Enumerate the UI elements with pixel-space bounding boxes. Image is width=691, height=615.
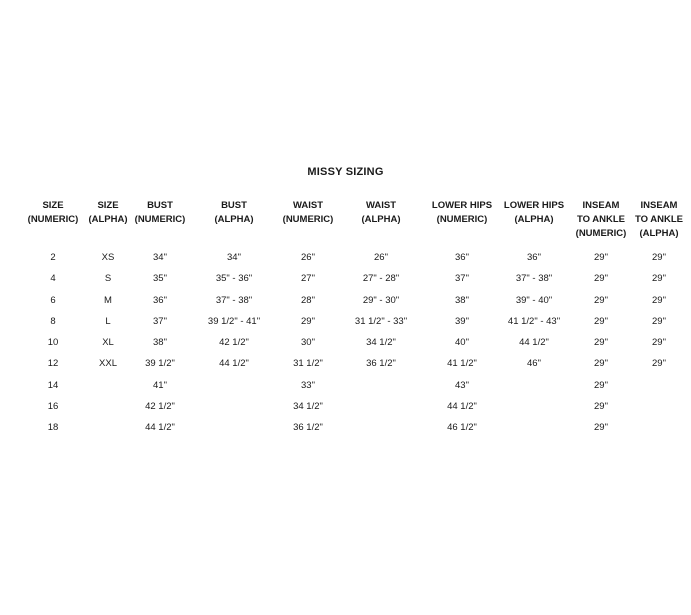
sizing-table xyxy=(22,199,686,439)
table-row xyxy=(22,396,686,417)
table-cell: 29" xyxy=(652,273,666,285)
table-cell: 39 1/2" - 41" xyxy=(207,315,261,327)
col-header-waist-numeric: WAIST (NUMERIC) xyxy=(282,200,334,225)
table-row xyxy=(22,290,686,311)
table-cell: 44 1/2" xyxy=(145,422,175,434)
table-cell: 29" xyxy=(652,252,666,263)
table-cell: 29" xyxy=(594,252,608,263)
table-cell: 16 xyxy=(47,401,59,413)
table-cell: 27" xyxy=(301,273,315,285)
table-cell: 37" - 38" xyxy=(215,294,253,306)
table-row xyxy=(22,247,686,268)
table-cell: 29" xyxy=(594,337,608,349)
table-cell: 29" xyxy=(594,294,608,306)
table-row xyxy=(22,268,686,289)
table-cell: 41 1/2" - 43" xyxy=(507,315,561,327)
table-cell: 29" xyxy=(594,379,608,391)
table-cell: 2 xyxy=(50,252,56,263)
table-cell: 43" xyxy=(455,379,469,391)
table-cell: 44 1/2" xyxy=(219,358,249,370)
table-cell xyxy=(336,396,426,417)
table-cell: XXL xyxy=(99,358,117,370)
table-cell: 42 1/2" xyxy=(145,401,175,413)
col-header-size-numeric: SIZE (NUMERIC) xyxy=(27,200,79,225)
table-cell: 34 1/2" xyxy=(366,337,396,349)
table-cell: 29" xyxy=(594,273,608,285)
table-row xyxy=(22,417,686,438)
table-cell xyxy=(498,417,570,438)
table-cell: 28" xyxy=(301,294,315,306)
table-cell: XL xyxy=(102,337,114,349)
table-cell: 12 xyxy=(47,358,59,370)
table-cell: 36 1/2" xyxy=(293,422,323,434)
table-cell: 37" xyxy=(153,315,167,327)
table-cell: 29" xyxy=(652,315,666,327)
table-cell: 39" xyxy=(455,315,469,327)
table-cell: 29" xyxy=(594,315,608,327)
table-cell xyxy=(632,396,686,417)
table-cell: 31 1/2" - 33" xyxy=(354,315,408,327)
table-cell: 38" xyxy=(455,294,469,306)
table-cell: 42 1/2" xyxy=(219,337,249,349)
table-cell: 46" xyxy=(527,358,541,370)
table-row xyxy=(22,375,686,396)
table-cell xyxy=(188,396,280,417)
table-cell xyxy=(84,396,132,417)
table-cell xyxy=(336,375,426,396)
table-cell: XS xyxy=(101,252,115,263)
table-cell: 34 1/2" xyxy=(293,401,323,413)
col-header-inseam-alpha: INSEAM TO ANKLE (ALPHA) xyxy=(634,200,684,239)
col-header-inseam-numeric: INSEAM TO ANKLE (NUMERIC) xyxy=(575,200,627,239)
table-cell: 29" xyxy=(301,315,315,327)
table-cell: 44 1/2" xyxy=(519,337,549,349)
table-cell xyxy=(498,396,570,417)
table-cell: 34" xyxy=(227,252,241,263)
table-cell: 36" xyxy=(455,252,469,263)
header-row xyxy=(22,199,686,247)
table-cell xyxy=(632,375,686,396)
table-cell: 34" xyxy=(153,252,167,263)
col-header-lower-hips-numeric: LOWER HIPS (NUMERIC) xyxy=(431,200,493,225)
table-cell: 6 xyxy=(50,294,56,306)
table-row xyxy=(22,353,686,374)
table-row xyxy=(22,311,686,332)
table-cell: 33" xyxy=(301,379,315,391)
table-cell: 14 xyxy=(47,379,59,391)
table-cell: 39 1/2" xyxy=(145,358,175,370)
table-cell: 29" xyxy=(594,422,608,434)
table-cell: 29" xyxy=(652,358,666,370)
table-cell: 29" xyxy=(594,401,608,413)
table-cell: S xyxy=(104,273,112,285)
page-title: MISSY SIZING xyxy=(307,166,384,178)
table-cell xyxy=(498,375,570,396)
table-cell: 41" xyxy=(153,379,167,391)
col-header-lower-hips-alpha: LOWER HIPS (ALPHA) xyxy=(503,200,565,225)
table-cell: 36 1/2" xyxy=(366,358,396,370)
table-cell: 29" xyxy=(652,337,666,349)
table-cell xyxy=(188,417,280,438)
table-cell xyxy=(188,375,280,396)
table-cell: 27" - 28" xyxy=(362,273,400,285)
table-cell: 10 xyxy=(47,337,59,349)
table-cell: 37" xyxy=(455,273,469,285)
table-row xyxy=(22,332,686,353)
table-cell: 39" - 40" xyxy=(515,294,553,306)
col-header-bust-alpha: BUST (ALPHA) xyxy=(214,200,254,225)
table-cell: 4 xyxy=(50,273,56,285)
table-cell: 26" xyxy=(301,252,315,263)
table-cell: 37" - 38" xyxy=(515,273,553,285)
table-cell: 38" xyxy=(153,337,167,349)
table-cell xyxy=(336,417,426,438)
table-cell: 8 xyxy=(50,315,56,327)
table-cell: 18 xyxy=(47,422,59,434)
table-cell: 36" xyxy=(153,294,167,306)
table-cell: 26" xyxy=(374,252,388,263)
table-cell: 36" xyxy=(527,252,541,263)
table-cell xyxy=(84,375,132,396)
table-cell: 44 1/2" xyxy=(447,401,477,413)
table-cell: M xyxy=(104,294,112,306)
col-header-bust-numeric: BUST (NUMERIC) xyxy=(134,200,186,225)
table-cell: 35" - 36" xyxy=(215,273,253,285)
table-cell xyxy=(632,417,686,438)
table-cell: L xyxy=(105,315,111,327)
col-header-size-alpha: SIZE (ALPHA) xyxy=(88,200,128,225)
col-header-waist-alpha: WAIST (ALPHA) xyxy=(361,200,401,225)
table-cell: 29" xyxy=(652,294,666,306)
table-cell: 31 1/2" xyxy=(293,358,323,370)
table-cell: 46 1/2" xyxy=(447,422,477,434)
table-cell xyxy=(84,417,132,438)
table-cell: 29" xyxy=(594,358,608,370)
table-cell: 40" xyxy=(455,337,469,349)
table-cell: 35" xyxy=(153,273,167,285)
table-cell: 29" - 30" xyxy=(362,294,400,306)
table-cell: 41 1/2" xyxy=(447,358,477,370)
table-cell: 30" xyxy=(301,337,315,349)
